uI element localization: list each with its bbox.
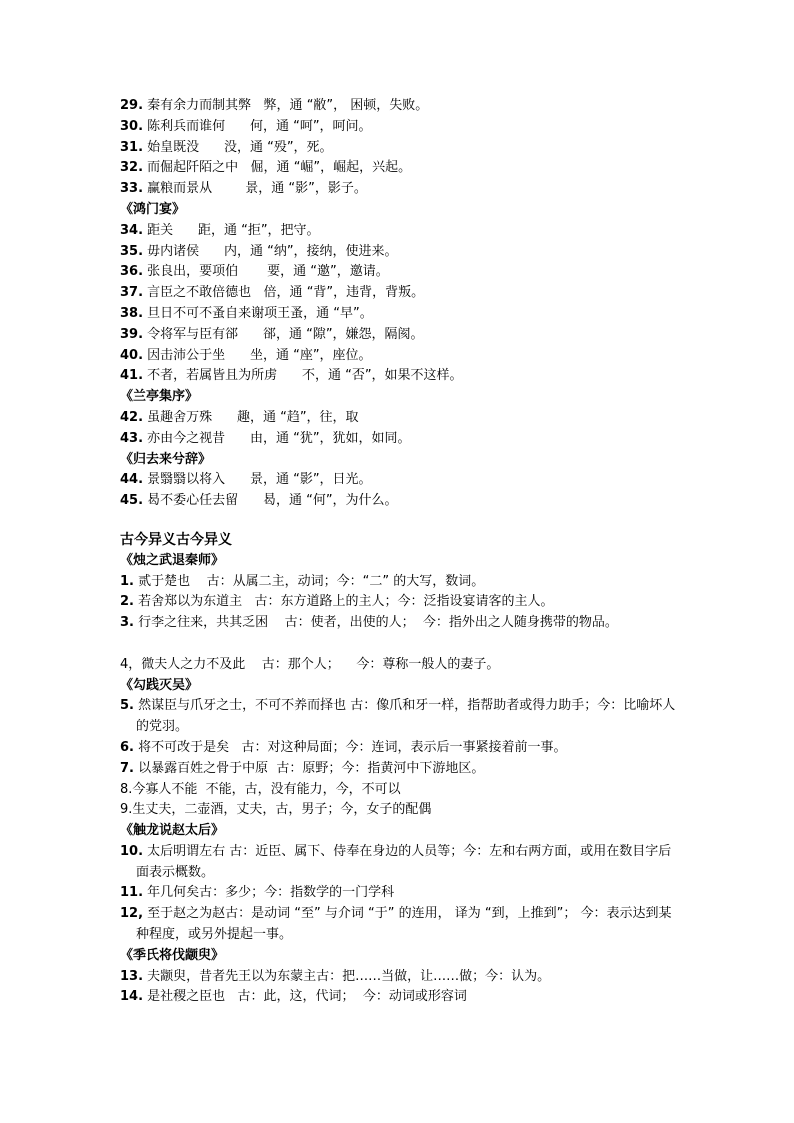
item-number: 14. xyxy=(120,989,144,1005)
section-heading-chulong: 《触龙说赵太后》 xyxy=(120,823,225,839)
item-text: 贰于楚也 古：从属二主，动词；今：“二” 的大写，数词。 xyxy=(133,573,485,589)
item-number: 10. xyxy=(120,843,144,859)
list-item xyxy=(120,987,680,1008)
item-text: 因击沛公于坐 坐，通 “座”，座位。 xyxy=(143,347,372,363)
item-number: 32. xyxy=(120,160,144,176)
list-item xyxy=(120,262,680,283)
list-item xyxy=(120,572,680,593)
document-body xyxy=(120,96,680,1008)
list-item xyxy=(120,738,680,759)
item-number: 34. xyxy=(120,222,144,238)
item-number: 7. xyxy=(120,760,134,776)
item-number: 39. xyxy=(120,326,144,342)
item-number: 35. xyxy=(120,243,144,259)
list-item xyxy=(120,592,680,613)
part-title-gujinyiyi: 古今异义古今异义 xyxy=(120,531,232,548)
item-text: 年几何矣古：多少；今：指数学的一门学科 xyxy=(143,885,395,901)
list-item: 9.生丈夫，二壶酒，丈夫，古，男子；今，女子的配偶 xyxy=(120,802,432,818)
item-number: 12, xyxy=(120,906,144,922)
list-item xyxy=(120,408,680,429)
section-heading-jishi: 《季氏将伐颛臾》 xyxy=(120,947,225,963)
item-text: 然谋臣与爪牙之士，不可不养而择也 古：像爪和牙一样，指帮助者或得力助手；今：比喻坏人的党羽。 xyxy=(133,698,676,735)
item-number: 13. xyxy=(120,968,144,984)
list-item xyxy=(120,283,680,304)
item-text: 以暴露百姓之骨于中原 古：原野；今：指黄河中下游地区。 xyxy=(133,760,485,776)
item-text: 将不可改于是矣 古：对这种局面；今：连词，表示后一事紧接着前一事。 xyxy=(133,739,567,755)
item-number: 31. xyxy=(120,139,144,155)
item-text: 陈利兵而谁何 何，通 “呵”，呵问。 xyxy=(143,118,372,134)
list-item xyxy=(120,696,680,738)
item-number: 1. xyxy=(120,573,134,589)
item-number: 43. xyxy=(120,430,144,446)
section-heading-guiqulaixici: 《归去来兮辞》 xyxy=(120,451,212,467)
item-text: 虽趣舍万殊 趣，通 “趋”，往，取 xyxy=(143,409,359,425)
list-item xyxy=(120,470,680,491)
item-number: 29. xyxy=(120,98,144,113)
item-text: 亦由今之视昔 由，通 “犹”，犹如，如同。 xyxy=(143,430,411,446)
item-number: 45. xyxy=(120,493,144,509)
list-item xyxy=(120,759,680,780)
list-item xyxy=(120,967,680,988)
item-number: 30. xyxy=(120,118,144,134)
list-item xyxy=(120,842,680,884)
section-heading-lantingjixu: 《兰亭集序》 xyxy=(120,389,199,405)
item-text: 不者，若属皆且为所虏 不，通 “否”，如果不这样。 xyxy=(143,368,463,384)
item-number: 42. xyxy=(120,409,144,425)
item-number: 6. xyxy=(120,739,134,755)
list-item xyxy=(120,325,680,346)
section-heading-hongmenyan: 《鸿门宴》 xyxy=(120,201,186,217)
section-heading-goujianmiewu: 《勾践灭吴》 xyxy=(120,677,199,693)
list-item xyxy=(120,304,680,325)
item-number: 44. xyxy=(120,472,144,488)
item-text: 秦有余力而制其弊 弊，通 “敝”， 困顿，失败。 xyxy=(143,98,429,113)
item-number: 2. xyxy=(120,594,134,610)
item-text: 旦日不可不蚤自来谢项王蚤，通 “早”。 xyxy=(143,305,373,321)
list-item xyxy=(120,366,680,387)
item-text: 行李之往来，共其乏困 古：使者，出使的人； 今：指外出之人随身携带的物品。 xyxy=(133,615,618,631)
item-text: 言臣之不敢倍德也 倍，通 “背”，违背，背叛。 xyxy=(143,285,425,301)
list-item: 8.今寡人不能 不能，古，没有能力，今，不可以 xyxy=(120,781,401,797)
item-text: 若舍郑以为东道主 古：东方道路上的主人；今：泛指设宴请客的主人。 xyxy=(133,594,554,610)
item-number: 41. xyxy=(120,368,144,384)
spacer xyxy=(120,634,680,655)
item-text: 景翳翳以将入 景，通 “影”，日光。 xyxy=(143,472,372,488)
item-text: 毋内诸侯 内，通 “纳”，接纳，使进来。 xyxy=(143,243,398,259)
item-number: 37. xyxy=(120,285,144,301)
item-text: 始皇既没 没，通 “殁”，死。 xyxy=(143,139,333,155)
item-text: 夫颛臾，昔者先王以为东蒙主古：把……当做，让……做；今：认为。 xyxy=(143,968,551,984)
item-number: 3. xyxy=(120,615,134,631)
list-item xyxy=(120,429,680,450)
item-number: 38. xyxy=(120,305,144,321)
item-number: 36. xyxy=(120,264,144,280)
list-item xyxy=(120,883,680,904)
item-text: 是社稷之臣也 古：此，这，代词； 今：动词或形容词 xyxy=(143,989,467,1005)
list-item xyxy=(120,138,680,159)
list-item xyxy=(120,158,680,179)
list-item xyxy=(120,96,680,117)
item-text: 曷不委心任去留 曷，通 “何”，为什么。 xyxy=(143,493,398,509)
item-number: 33. xyxy=(120,181,144,197)
list-item xyxy=(120,346,680,367)
list-item xyxy=(120,613,680,634)
item-number: 11. xyxy=(120,885,144,901)
item-text: 张良出，要项伯 要，通 “邀”，邀请。 xyxy=(143,264,389,280)
list-item xyxy=(120,904,680,946)
item-number: 40. xyxy=(120,347,144,363)
item-text: 距关 距，通 “拒”，把守。 xyxy=(143,222,320,238)
list-item xyxy=(120,221,680,242)
list-item xyxy=(120,117,680,138)
list-item xyxy=(120,491,680,512)
item-number: 5. xyxy=(120,698,134,714)
list-item xyxy=(120,242,680,263)
list-item xyxy=(120,179,680,200)
item-text: 而倔起阡陌之中 倔，通 “崛”，崛起，兴起。 xyxy=(143,160,412,176)
item-text: 太后明谓左右 古：近臣、属下、侍奉在身边的人员等；今：左和右两方面，或用在数目字后面表示概数。 xyxy=(136,843,672,880)
section-heading-zhuzhiwu: 《烛之武退秦师》 xyxy=(120,552,225,568)
list-item: 4，微夫人之力不及此 古：那个人； 今：尊称一般人的妻子。 xyxy=(120,656,500,672)
item-text: 令将军与臣有郤 郤，通 “隙”，嫌怨，隔阂。 xyxy=(143,326,424,342)
item-text: 赢粮而景从 景，通 “影”，影子。 xyxy=(143,181,367,197)
item-text: 至于赵之为赵古：是动词 “至” 与介词 “于” 的连用， 译为 “到，上推到”； 今：表示达到某种程度，或另外提起一事。 xyxy=(136,906,672,943)
